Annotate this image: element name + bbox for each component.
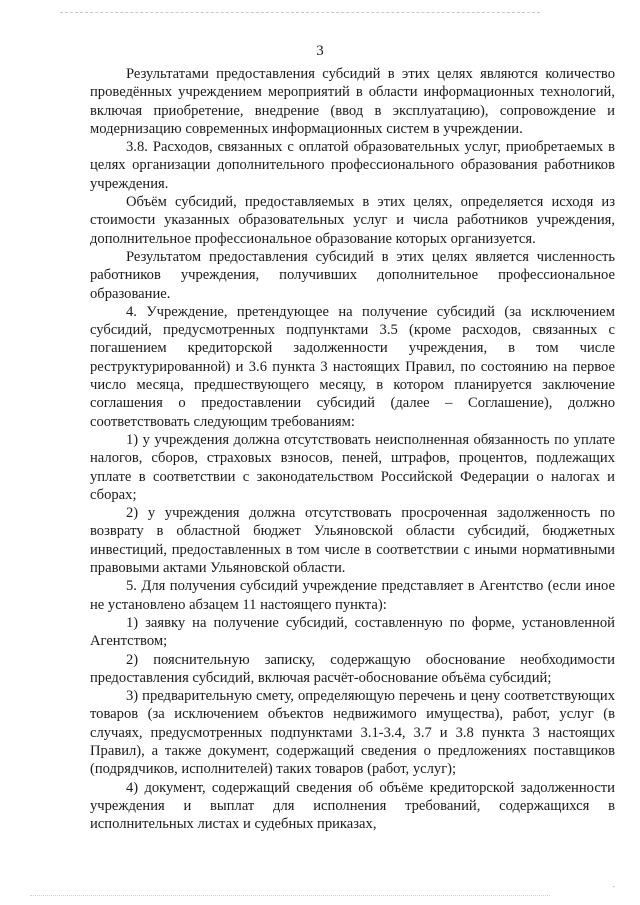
paragraph: Объём субсидий, предоставляемых в этих целях, определяется исходя из стоимости указанных образовательных услуг и числа работников учреждения, дополнительное профессиональное образование которых организуется. — [90, 194, 615, 247]
paragraph: 2) пояснительную записку, содержащую обоснование необходимости предоставления субсидий, включая расчёт-обоснование объёма субсидий; — [90, 651, 615, 686]
document-body — [90, 65, 615, 833]
scan-artifact-bottom — [30, 895, 550, 897]
paragraph: 1) заявку на получение субсидий, составленную по форме, установленной Агентством; — [90, 614, 615, 650]
paragraph: Результатом предоставления субсидий в этих целях является численность работников учреждения, получивших дополнительное профессиональное образование. — [90, 248, 615, 302]
paragraph: 2) у учреждения должна отсутствовать просроченная задолженность по возврату в областной бюджет Ульяновской области субсидий, бюджетных инвестиций, предоставленных в том числе в соответствии с иными нормативными правовыми актами Ульяновской области. — [90, 505, 615, 577]
scan-artifact-top — [60, 12, 540, 14]
page-number: 3 — [316, 43, 324, 59]
scan-speck: ⋅ — [612, 882, 616, 893]
paragraph: 4. Учреждение, претендующее на получение субсидий (за исключением субсидий, предусмотренных подпунктами 3.5 (кроме расходов, связанных с погашением кредиторской задолженности учреждения, в том числе реструктурированной) и 3.6 пункта 3 настоящих Правил, по состоянию на первое число месяца, предшествующего месяцу, в котором планируется заключение соглашения о предоставлении субсидий (далее – Соглашение), должно соответствовать следующим требованиям: — [90, 303, 615, 430]
paragraph: 4) документ, содержащий сведения об объёме кредиторской задолженности учреждения и выплат для исполнения требований, содержащихся в исполнительных листах и судебных приказах, — [90, 779, 615, 833]
paragraph: 3) предварительную смету, определяющую перечень и цену соответствующих товаров (за исключением объектов недвижимого имущества), работ, услуг (в случаях, предусмотренных подпунктами 3.1-3.4, 3.7 и 3.8 пункта 3 настоящих Правил), а также документ, содержащий сведения о предложениях поставщиков (подрядчиков, исполнителей) таких товаров (работ, услуг); — [90, 688, 615, 778]
paragraph: 5. Для получения субсидий учреждение представляет в Агентство (если иное не установлено абзацем 11 настоящего пункта): — [90, 578, 615, 613]
paragraph: 1) у учреждения должна отсутствовать неисполненная обязанность по уплате налогов, сборов, страховых взносов, пеней, штрафов, процентов, подлежащих уплате в соответствии с законодательством Российской Федерации о налогах и сборах; — [90, 431, 615, 503]
paragraph: Результатами предоставления субсидий в этих целях являются количество проведённых учреждением мероприятий в области информационных технологий, включая приобретение, внедрение (ввод в эксплуатацию), сопровождение и модернизацию современных информационных систем в учреждении. — [90, 66, 615, 137]
paragraph: 3.8. Расходов, связанных с оплатой образовательных услуг, приобретаемых в целях организации дополнительного профессионального образования работников учреждения. — [90, 139, 615, 192]
